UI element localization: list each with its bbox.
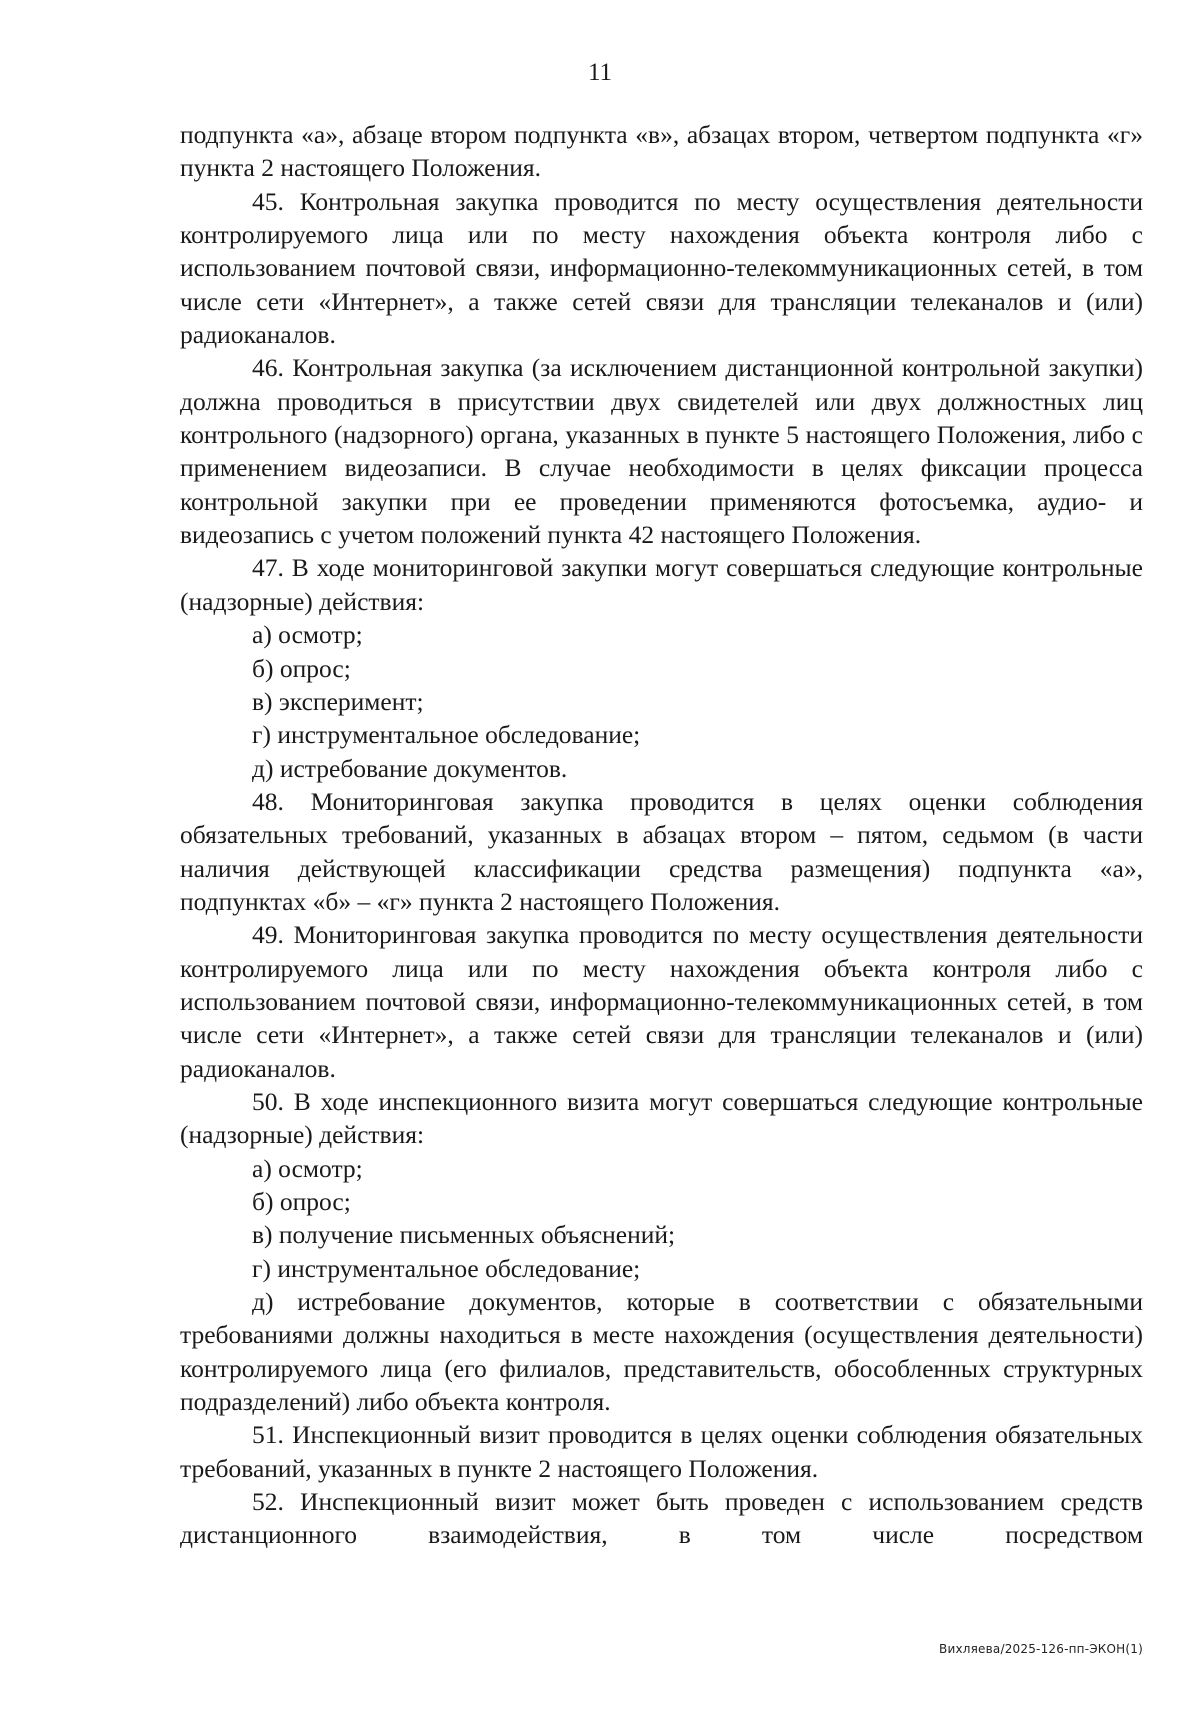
list-item-50a: а) осмотр; (252, 1153, 363, 1183)
list-item-50b: б) опрос; (252, 1187, 351, 1216)
paragraph-48: 48. Мониторинговая закупка проводится в целях оценки соблюдения обязательных требований, указанных в абзацах втором – пятом, седьмом (в части наличия действующей классификации средства размещения) подпункта «а», подпунктах «б» – «г» пункта 2 настоящего Положения. (180, 786, 1143, 916)
page-number: 11 (587, 59, 613, 86)
document-body (180, 118, 1143, 1552)
paragraph-continuation: подпункта «а», абзаце втором подпункта «в», абзацах втором, четвертом подпункта «г» пункта 2 настоящего Положения. (180, 120, 1143, 183)
paragraph-49: 49. Мониторинговая закупка проводится по месту осуществления деятельности контролируемого лица или по месту нахождения объекта контроля либо с использованием почтовой связи, информационно-телекоммуникационных сетей, в том числе сети «Интернет», а также сетей связи для трансляции телеканалов и (или) радиоканалов. (180, 920, 1143, 1083)
list-item-47a: а) осмотр; (252, 620, 363, 650)
paragraph-45: 45. Контрольная закупка проводится по месту осуществления деятельности контролируемого лица или по месту нахождения объекта контроля либо с использованием почтовой связи, информационно-телекоммуникационных сетей, в том числе сети «Интернет», а также сетей связи для трансляции телеканалов и (или) радиоканалов. (180, 186, 1143, 350)
list-item-47e: д) истребование документов. (252, 753, 568, 783)
list-item-50d: г) инструментальное обследование; (252, 1253, 641, 1283)
paragraph-51: 51. Инспекционный визит проводится в целях оценки соблюдения обязательных требований, указанных в пункте 2 настоящего Положения. (180, 1420, 1143, 1483)
document-footer-code: Вихляева/2025-126-пп-ЭКОН(1) (939, 1642, 1143, 1656)
paragraph-52: 52. Инспекционный визит может быть проведен с использованием средств дистанционного взаимодействия, в том числе посредством (180, 1487, 1143, 1550)
paragraph-46: 46. Контрольная закупка (за исключением дистанционной контрольной закупки) должна проводиться в присутствии двух свидетелей или двух должностных лиц контрольного (надзорного) органа, указанных в пункте 5 настоящего Положения, либо с применением видеозаписи. В случае необходимости в целях фиксации процесса контрольной закупки при ее проведении применяются фотосъемка, аудио- и видеозапись с учетом положений пункта 42 настоящего Положения. (180, 353, 1143, 550)
list-item-50c: в) получение письменных объяснений; (252, 1220, 676, 1250)
list-item-47b: б) опрос; (252, 653, 351, 683)
list-item-47c: в) эксперимент; (252, 686, 424, 716)
list-item-47d: г) инструментальное обследование; (252, 720, 641, 750)
paragraph-47: 47. В ходе мониторинговой закупки могут совершаться следующие контрольные (надзорные) действия: (180, 553, 1143, 616)
paragraph-50: 50. В ходе инспекционного визита могут совершаться следующие контрольные (надзорные) действия: (180, 1086, 1143, 1150)
list-item-50e: д) истребование документов, которые в соответствии с обязательными требованиями должны находиться в месте нахождения (осуществления деятельности) контролируемого лица (его филиалов, представительств, обособленных структурных подразделений) либо объекта контроля. (180, 1287, 1143, 1417)
